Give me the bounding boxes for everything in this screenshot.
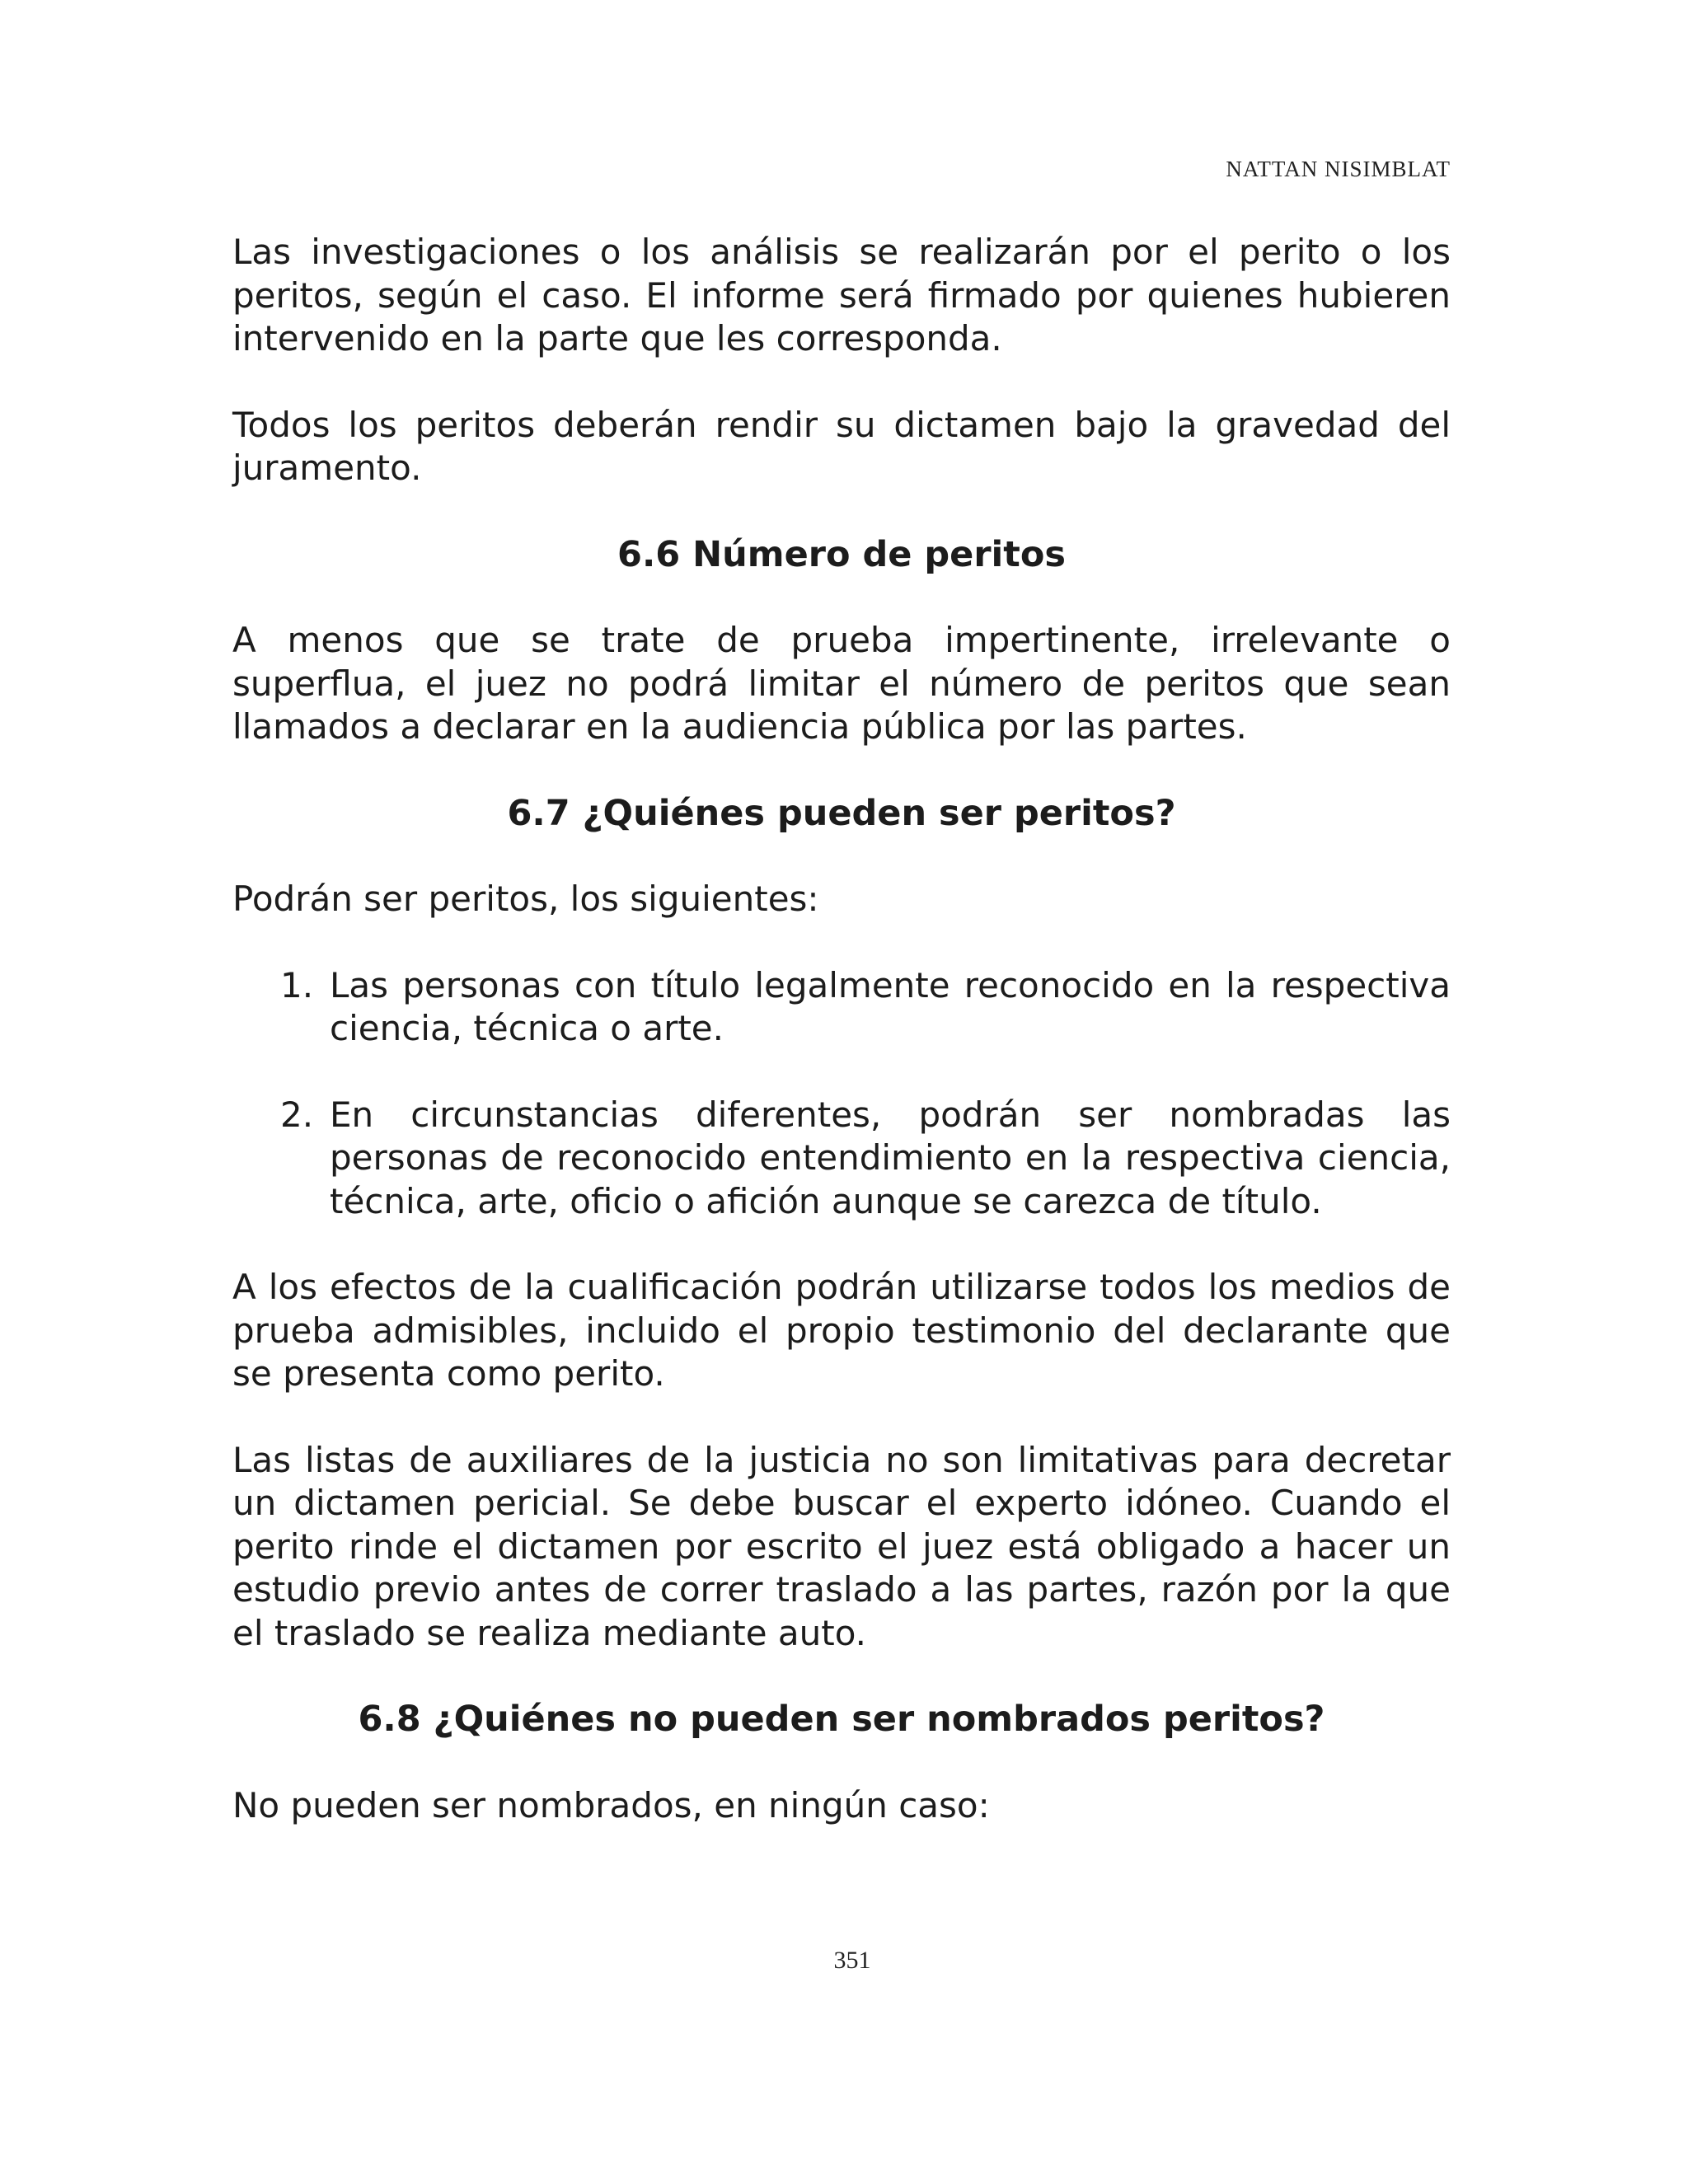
paragraph: Las investigaciones o los análisis se realizarán por el perito o los peritos, según el caso. El informe será firmado por quienes hubieren intervenido en la parte que les corresponda. [232,232,1451,359]
section-heading-6-8: 6.8 ¿Quiénes no pueden ser nombrados peritos? [358,1699,1325,1740]
list-marker: 2. [280,1094,314,1135]
list-item [232,964,1451,1051]
list-item-text: En circunstancias diferentes, podrán ser nombradas las personas de reconocido entendimiento en la respectiva ciencia, técnica, arte, oficio o afición aunque se carezca de título. [330,1094,1451,1221]
paragraph: Podrán ser peritos, los siguientes: [232,879,819,919]
page-number: 351 [833,1947,871,1974]
paragraph: Todos los peritos deberán rendir su dictamen bajo la gravedad del juramento. [232,404,1451,488]
list-item [232,1094,1451,1224]
list-marker: 1. [280,964,314,1005]
running-header: NATTAN NISIMBLAT [1226,157,1451,181]
paragraph: A menos que se trate de prueba impertinente, irrelevante o superflua, el juez no podrá limitar el número de peritos que sean llamados a declarar en la audiencia pública por las partes. [232,620,1451,747]
page-body [232,231,1451,1870]
paragraph: No pueden ser nombrados, en ningún caso: [232,1784,990,1825]
numbered-list [232,964,1451,1224]
paragraph: Las listas de auxiliares de la justicia no son limitativas para decretar un dictamen pericial. Se debe buscar el experto idóneo. Cuando el perito rinde el dictamen por escrito el juez está obligado a hacer un estudio previo antes de correr traslado a las partes, razón por la que el traslado se realiza mediante auto. [232,1439,1451,1653]
section-heading-6-6: 6.6 Número de peritos [617,533,1066,575]
list-item-text: Las personas con título legalmente reconocido en la respectiva ciencia, técnica o arte. [330,964,1451,1048]
section-heading-6-7: 6.7 ¿Quiénes pueden ser peritos? [507,792,1176,834]
paragraph: A los efectos de la cualificación podrán utilizarse todos los medios de prueba admisibles, incluido el propio testimonio del declarante que se presenta como perito. [232,1267,1451,1394]
